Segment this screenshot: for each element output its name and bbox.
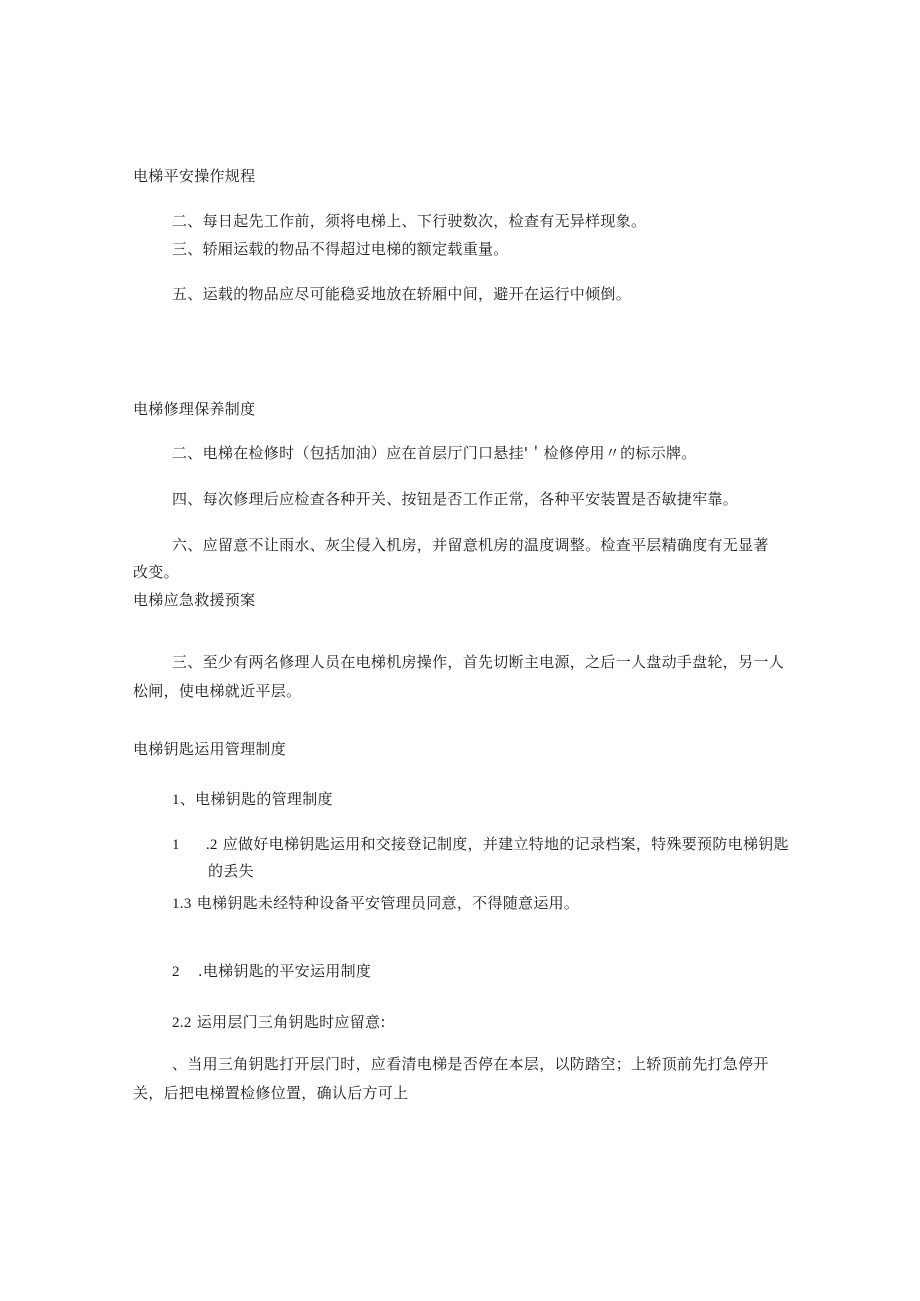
paragraph: 、当用三角钥匙打开层门时，应看清电梯是否停在本层，以防踏空；上轿顶前先打急停开 xyxy=(172,1055,769,1073)
paragraph: 四、每次修理后应检查各种开关、按钮是否工作正常，各种平安装置是否敏捷牢靠。 xyxy=(172,490,739,508)
item-1-3 xyxy=(172,893,579,914)
subsection-title: .电梯钥匙的平安运用制度 xyxy=(197,962,372,980)
paragraph: 三、至少有两名修理人员在电梯机房操作，首先切断主电源，之后一人盘动手盘轮，另一人 xyxy=(172,653,785,671)
section-heading-key-management: 电梯钥匙运用管理制度 xyxy=(133,740,287,758)
item-1-2 xyxy=(172,834,789,855)
subsection-number: 2 xyxy=(172,964,180,980)
paragraph: 五、运载的物品应尽可能稳妥地放在轿厢中间，避开在运行中倾倒。 xyxy=(172,285,632,303)
item-sub-number: .2 xyxy=(205,837,218,853)
subsection-1 xyxy=(172,789,333,810)
item-text: 电梯钥匙未经特种设备平安管理员同意，不得随意运用。 xyxy=(196,894,580,912)
item-text: 运用层门三角钥匙时应留意: xyxy=(196,1013,386,1031)
section-heading-emergency: 电梯应急救援预案 xyxy=(133,591,256,609)
paragraph: 三、轿厢运载的物品不得超过电梯的额定载重量。 xyxy=(172,240,509,258)
paragraph: 二、每日起先工作前，须将电梯上、下行驶数次，检查有无异样现象。 xyxy=(172,212,647,230)
paragraph: 六、应留意不让雨水、灰尘侵入机房，并留意机房的温度调整。检查平层精确度有无显著 xyxy=(172,536,769,554)
subsection-2 xyxy=(172,961,371,982)
paragraph-continuation: 关，后把电梯置检修位置，确认后方可上 xyxy=(133,1084,409,1102)
subsection-title: 、电梯钥匙的管理制度 xyxy=(179,790,333,808)
item-2-2 xyxy=(172,1012,386,1033)
item-continuation: 的丢失 xyxy=(208,862,254,880)
section-heading-maintenance: 电梯修理保养制度 xyxy=(133,400,256,418)
item-text: 应做好电梯钥匙运用和交接登记制度，并建立特地的记录档案，特殊要预防电梯钥匙 xyxy=(222,835,789,853)
item-number: 1.3 xyxy=(172,896,192,912)
item-number: 1 xyxy=(172,837,180,853)
item-number: 2.2 xyxy=(172,1015,192,1031)
section-heading-operation-rules: 电梯平安操作规程 xyxy=(133,167,256,185)
paragraph-continuation: 松闸，使电梯就近平层。 xyxy=(133,682,302,700)
subsection-number: 1 xyxy=(172,792,180,808)
paragraph: 二、电梯在检修时（包括加油）应在首层厅门口悬挂'＇检修停用〃的标示牌。 xyxy=(172,444,697,462)
paragraph-continuation: 改变。 xyxy=(133,563,179,581)
